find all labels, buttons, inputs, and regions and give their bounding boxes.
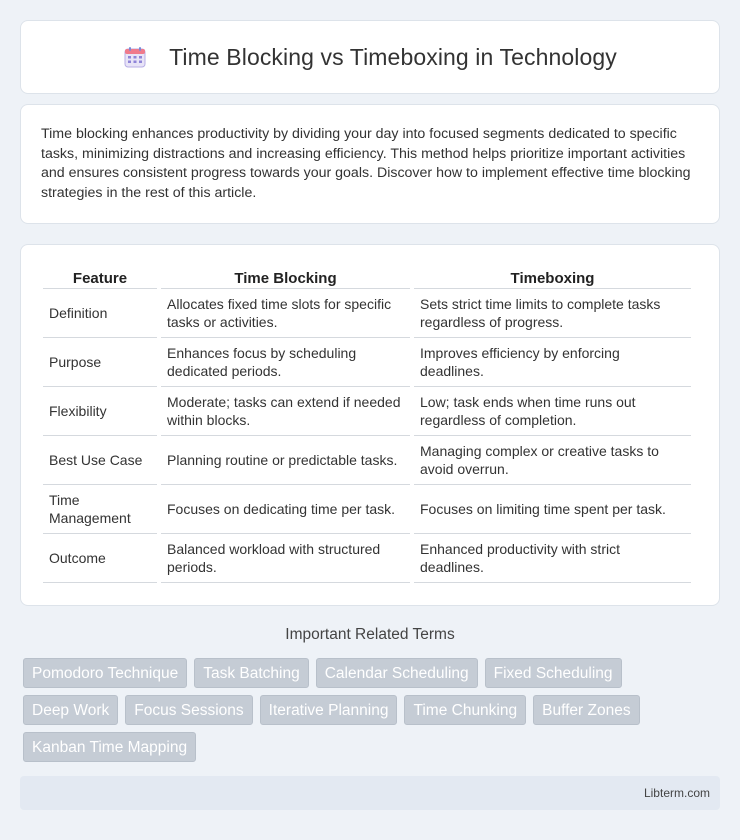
table-row <box>43 436 691 485</box>
tag-kanban-time-mapping[interactable]: Kanban Time Mapping <box>23 732 196 762</box>
tag-deep-work[interactable]: Deep Work <box>23 695 118 725</box>
tag-fixed-scheduling[interactable]: Fixed Scheduling <box>485 658 622 688</box>
row-timeboxing: Managing complex or creative tasks to avoid overrun. <box>414 436 691 485</box>
row-feature: Purpose <box>43 338 157 387</box>
row-feature: Time Management <box>43 485 157 534</box>
intro-text: Time blocking enhances productivity by dividing your day into focused segments dedicated to specific tasks, minimizing distractions and increasing efficiency. This method helps prioritize important activities and ensures consistent progress towards your goals. Discover how to implement effective time blocking strategies in the rest of this article. <box>41 126 691 201</box>
tag-iterative-planning[interactable]: Iterative Planning <box>260 695 398 725</box>
row-time-blocking: Allocates fixed time slots for specific tasks or activities. <box>161 289 410 338</box>
table-row <box>43 289 691 338</box>
row-timeboxing: Sets strict time limits to complete tasks regardless of progress. <box>414 289 691 338</box>
row-timeboxing: Focuses on limiting time spent per task. <box>414 485 691 534</box>
intro-card <box>20 104 720 224</box>
tag-time-chunking[interactable]: Time Chunking <box>404 695 526 725</box>
table-header-row <box>43 265 691 289</box>
table-row <box>43 485 691 534</box>
footer <box>20 776 720 810</box>
table-row <box>43 387 691 436</box>
tag-buffer-zones[interactable]: Buffer Zones <box>533 695 639 725</box>
tag-task-batching[interactable]: Task Batching <box>194 658 309 688</box>
tag-pomodoro-technique[interactable]: Pomodoro Technique <box>23 658 187 688</box>
header-feature: Feature <box>43 265 157 289</box>
tag-calendar-scheduling[interactable]: Calendar Scheduling <box>316 658 478 688</box>
related-terms-list <box>23 658 723 762</box>
row-feature: Best Use Case <box>43 436 157 485</box>
table-row <box>43 338 691 387</box>
calendar-icon <box>123 45 147 69</box>
row-feature: Definition <box>43 289 157 338</box>
row-time-blocking: Planning routine or predictable tasks. <box>161 436 410 485</box>
row-time-blocking: Balanced workload with structured periods. <box>161 534 410 583</box>
row-time-blocking: Focuses on dedicating time per task. <box>161 485 410 534</box>
comparison-card <box>20 244 720 606</box>
comparison-table <box>39 265 695 583</box>
row-feature: Outcome <box>43 534 157 583</box>
row-feature: Flexibility <box>43 387 157 436</box>
header-time-blocking: Time Blocking <box>161 265 410 289</box>
title-card <box>20 20 720 94</box>
related-terms-title: Important Related Terms <box>285 626 455 643</box>
row-time-blocking: Enhances focus by scheduling dedicated periods. <box>161 338 410 387</box>
row-timeboxing: Improves efficiency by enforcing deadlines. <box>414 338 691 387</box>
row-timeboxing: Low; task ends when time runs out regardless of completion. <box>414 387 691 436</box>
page-title: Time Blocking vs Timeboxing in Technology <box>169 43 617 70</box>
header-timeboxing: Timeboxing <box>414 265 691 289</box>
row-timeboxing: Enhanced productivity with strict deadlines. <box>414 534 691 583</box>
tag-focus-sessions[interactable]: Focus Sessions <box>125 695 252 725</box>
table-row <box>43 534 691 583</box>
row-time-blocking: Moderate; tasks can extend if needed within blocks. <box>161 387 410 436</box>
footer-site-link[interactable]: Libterm.com <box>643 786 710 800</box>
